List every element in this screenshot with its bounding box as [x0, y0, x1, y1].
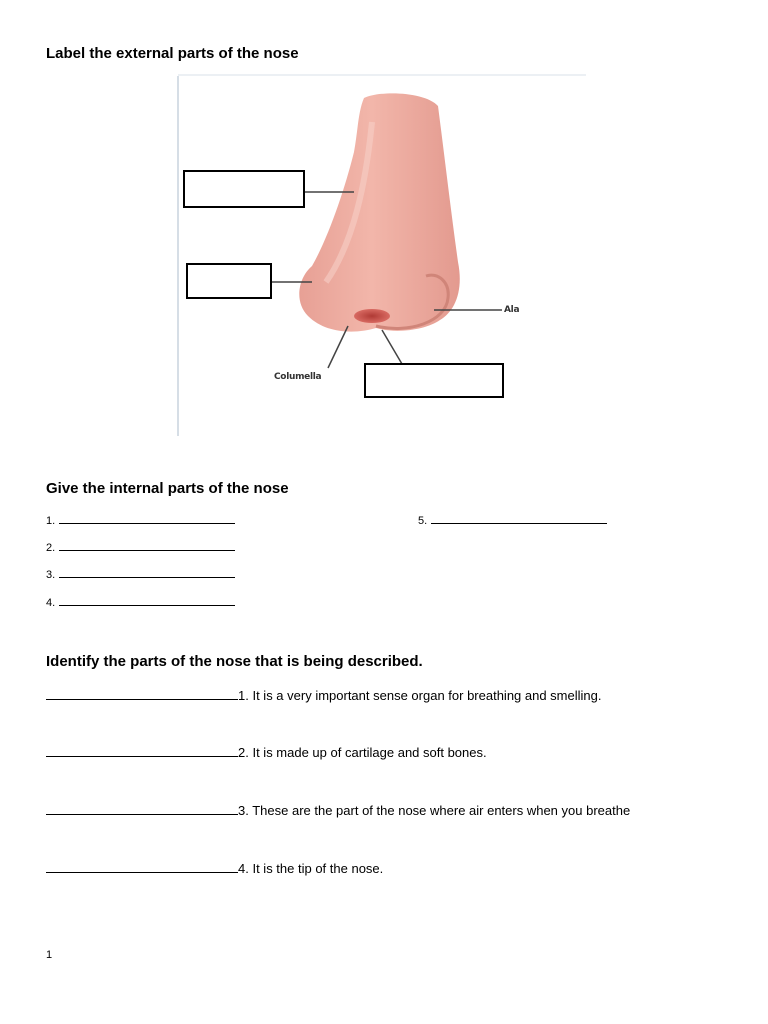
- section-3-title: Identify the parts of the nose that is being described.: [46, 653, 423, 670]
- question-number: 2.: [238, 745, 249, 760]
- answer-line[interactable]: [46, 686, 238, 700]
- description-question-4: [46, 859, 383, 876]
- question-number: 3.: [238, 803, 249, 818]
- answer-line[interactable]: [46, 859, 238, 873]
- answer-box-bridge[interactable]: [183, 170, 305, 208]
- answer-box-nostril[interactable]: [364, 363, 504, 398]
- label-ala: Ala: [504, 305, 520, 315]
- answer-line[interactable]: [46, 743, 238, 757]
- answer-line[interactable]: [59, 512, 235, 524]
- answer-line[interactable]: [46, 801, 238, 815]
- question-text: These are the part of the nose where air enters when you breathe: [252, 803, 631, 818]
- question-text: It is a very important sense organ for breathing and smelling.: [252, 688, 602, 703]
- internal-part-item-4: [46, 594, 235, 609]
- question-text: It is the tip of the nose.: [252, 861, 384, 876]
- internal-part-item-2: [46, 539, 235, 554]
- description-question-2: [46, 743, 487, 760]
- item-number: 2.: [46, 542, 56, 554]
- answer-box-tip[interactable]: [186, 263, 272, 299]
- description-question-1: [46, 686, 601, 703]
- section-2-title: Give the internal parts of the nose: [46, 480, 289, 497]
- description-question-3: [46, 801, 630, 818]
- page-number: 1: [46, 949, 53, 961]
- section-1-title: Label the external parts of the nose: [46, 45, 299, 62]
- internal-part-item-3: [46, 566, 235, 581]
- answer-line[interactable]: [59, 594, 235, 606]
- question-text: It is made up of cartilage and soft bones.: [252, 745, 487, 760]
- item-number: 5.: [418, 515, 428, 527]
- answer-line[interactable]: [431, 512, 607, 524]
- question-number: 4.: [238, 861, 249, 876]
- answer-line[interactable]: [59, 539, 235, 551]
- question-number: 1.: [238, 688, 249, 703]
- item-number: 1.: [46, 515, 56, 527]
- item-number: 3.: [46, 569, 56, 581]
- internal-part-item-1: [46, 512, 235, 527]
- item-number: 4.: [46, 597, 56, 609]
- internal-part-item-5: [418, 512, 607, 527]
- answer-line[interactable]: [59, 566, 235, 578]
- label-columella: Columella: [274, 372, 322, 382]
